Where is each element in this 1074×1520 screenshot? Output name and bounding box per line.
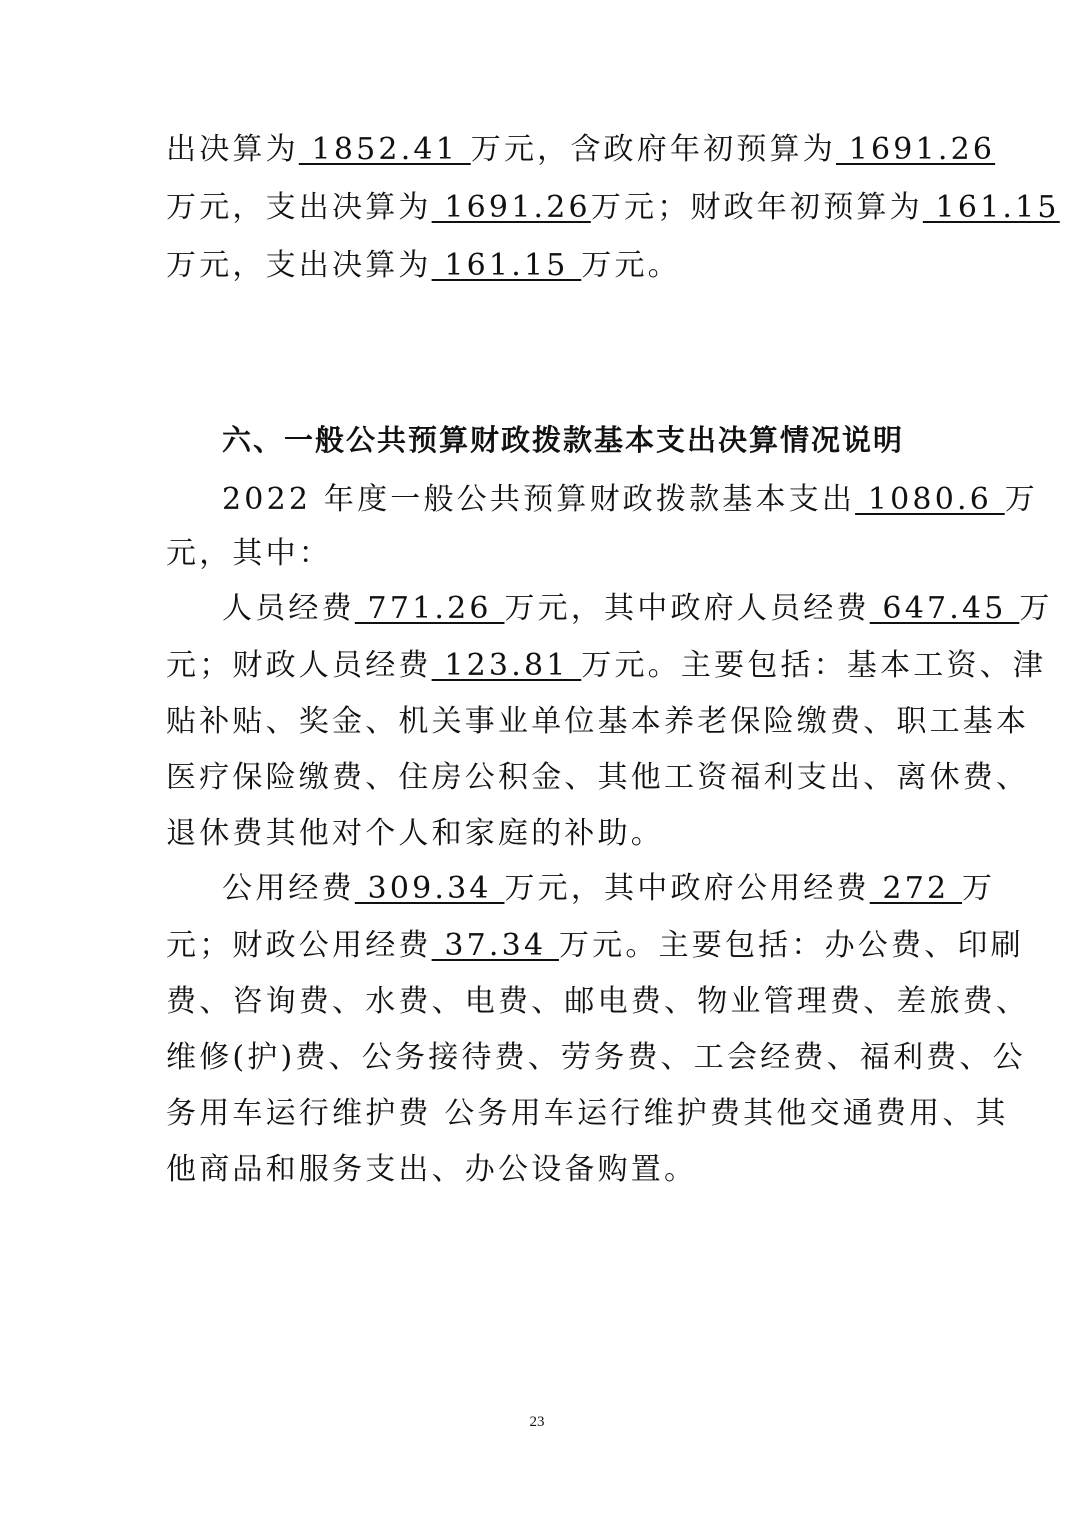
amount-value: 647.45 <box>869 591 1020 626</box>
text-run: 万元，支出决算为 <box>166 190 432 225</box>
paragraph-line <box>222 480 1038 520</box>
text-run: 出决算为 <box>166 132 299 167</box>
amount-value: 309.34 <box>354 871 505 906</box>
text-run: 元；财政人员经费 <box>166 648 432 683</box>
amount-value: 1691.26 <box>835 132 996 167</box>
amount-value: 1852.41 <box>298 132 471 167</box>
text-run: 万元。主要包括：基本工资、津 <box>581 648 1047 683</box>
amount-value: 272 <box>869 871 963 906</box>
paragraph-line: 贴补贴、奖金、机关事业单位基本养老保险缴费、职工基本 <box>166 704 1030 739</box>
paragraph-line: 退休费其他对个人和家庭的补助。 <box>166 816 664 851</box>
section-heading: 六、一般公共预算财政拨款基本支出决算情况说明 <box>222 423 905 457</box>
paragraph-line: 费、咨询费、水费、电费、邮电费、物业管理费、差旅费、 <box>166 984 1030 1019</box>
text-run: 万元，含政府年初预算为 <box>470 132 836 167</box>
amount-value: 161.15 <box>922 190 1060 225</box>
paragraph-line <box>222 869 996 909</box>
amount-value: 1080.6 <box>855 482 1005 517</box>
text-run: 元；财政公用经费 <box>166 928 432 963</box>
text-run: 万 <box>1019 591 1053 626</box>
amount-value: 37.34 <box>431 928 559 963</box>
paragraph-line <box>222 589 1053 629</box>
paragraph-line: 他商品和服务支出、办公设备购置。 <box>166 1152 698 1187</box>
paragraph-line: 维修(护)费、公务接待费、劳务费、工会经费、福利费、公 <box>166 1040 1026 1075</box>
text-run: 万元。主要包括：办公费、印刷 <box>558 928 1024 963</box>
paragraph-line <box>166 188 1060 228</box>
paragraph-line: 务用车运行维护费 公务用车运行维护费其他交通费用、其 <box>166 1096 1009 1131</box>
text-run: 万元，支出决算为 <box>166 248 432 283</box>
paragraph-line <box>166 534 912 574</box>
paragraph-line <box>166 646 1047 686</box>
text-run: 万 <box>962 871 996 906</box>
text-run: 公用经费 <box>222 871 355 906</box>
amount-value: 771.26 <box>354 591 505 626</box>
text-run: 元，其中： <box>166 536 332 571</box>
text-run: 万元，其中政府公用经费 <box>504 871 870 906</box>
text-run: 万元，其中政府人员经费 <box>504 591 870 626</box>
text-run: 2022 年度一般公共预算财政拨款基本支出 <box>222 482 856 517</box>
text-run: 万元；财政年初预算为 <box>590 190 923 225</box>
amount-value: 161.15 <box>431 248 582 283</box>
amount-value: 123.81 <box>431 648 582 683</box>
paragraph-line <box>166 130 996 170</box>
paragraph-line <box>166 246 912 286</box>
text-run: 万元。 <box>581 248 681 283</box>
amount-value: 1691.26 <box>431 190 591 225</box>
paragraph-line: 医疗保险缴费、住房公积金、其他工资福利支出、离休费、 <box>166 760 1030 795</box>
paragraph-line <box>166 926 1024 966</box>
page-number: 23 <box>529 1414 545 1430</box>
text-run: 人员经费 <box>222 591 355 626</box>
text-run: 万 <box>1004 482 1038 517</box>
